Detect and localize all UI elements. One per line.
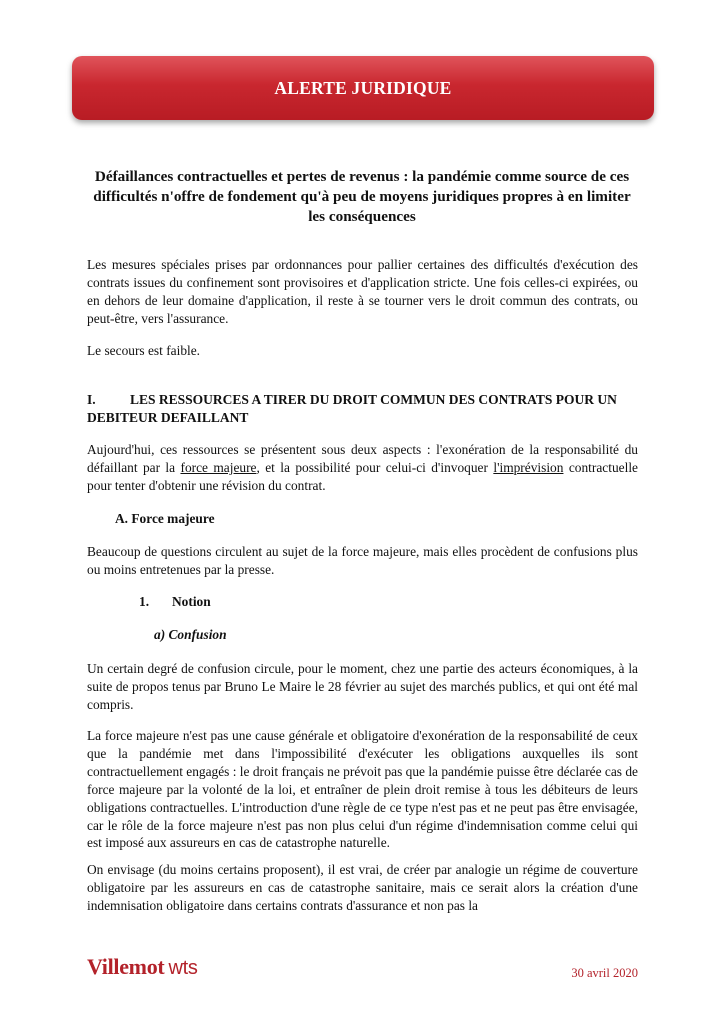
document-date: 30 avril 2020 <box>571 966 638 980</box>
notion-title: Notion <box>172 594 211 609</box>
alert-banner <box>72 56 654 120</box>
section-number: I. <box>87 392 96 407</box>
logo-sub-text: wts <box>168 957 198 979</box>
logo-main-text: Villemot <box>87 954 165 979</box>
section-title: LES RESSOURCES A TIRER DU DROIT COMMUN DES CONTRATS POUR UN DEBITEUR DEFAILLANT <box>87 392 617 425</box>
imprevision-link[interactable]: l'imprévision <box>493 459 564 475</box>
secours-paragraph: Le secours est faible. <box>87 343 201 358</box>
section-intro-part2: , et la possibilité pour celui-ci d'invoquer <box>256 459 494 475</box>
confusion-heading: a) Confusion <box>154 627 227 642</box>
notion-heading <box>139 594 211 610</box>
notion-number: 1. <box>139 594 150 609</box>
confusion-paragraph-1: Un certain degré de confusion circule, pour le moment, chez une partie des acteurs économiques, à la suite de propos tenus par Bruno Le Maire le 28 février au sujet des marchés publics, et qui ont été mal compris. <box>87 661 638 712</box>
force-majeure-paragraph: Beaucoup de questions circulent au sujet de la force majeure, mais elles procèdent de confusions plus ou moins entretenues par la presse. <box>87 544 638 577</box>
confusion-paragraph-3: On envisage (du moins certains proposent), il est vrai, de créer par analogie un régime de couverture obligatoire par les assureurs en cas de catastrophe sanitaire, mais ce serait alors la création d'une indemnisation obligatoire dans certains contrats d'assurance et non pas la <box>87 862 638 913</box>
section-intro-part1: Aujourd'hui, ces ressources se présentent sous deux aspects : l'exonération de la responsabilité du défaillant par la <box>87 442 638 475</box>
confusion-paragraph-2: La force majeure n'est pas une cause générale et obligatoire d'exonération de la responsabilité de ceux que la pandémie met dans l'impossibilité d'exécuter les obligations auxquelles ils sont contractuellement engagés : le droit français ne prévoit pas que la pandémie puisse être déclarée cas de force majeure par la volonté de la loi, et entraîner de plein droit remise à tous les débiteurs de leurs obligations contractuelles. L'introduction d'une règle de ce type n'est pas et ne peut pas être envisagée, car le rôle de la force majeure n'est pas non plus celui d'un régime d'indemnisation comme celui qui est imposé aux assureurs en cas de catastrophe naturelle. <box>87 728 638 851</box>
banner-title: ALERTE JURIDIQUE <box>274 77 452 98</box>
brand-logo <box>87 954 198 980</box>
section-intro-paragraph <box>87 441 638 495</box>
section-heading <box>87 391 638 427</box>
force-majeure-link[interactable]: force majeure <box>180 459 257 475</box>
section-intro-part3: contractuelle pour tenter d'obtenir une révision du contrat. <box>87 459 638 493</box>
subsection-heading: A. Force majeure <box>115 511 215 526</box>
document-title: Défaillances contractuelles et pertes de revenus : la pandémie comme source de ces difficultés n'offre de fondement qu'à peu de moyens juridiques propres à en limiter les conséquences <box>93 168 631 225</box>
intro-paragraph: Les mesures spéciales prises par ordonnances pour pallier certaines des difficultés d'exécution des contrats issues du confinement sont provisoires et d'application stricte. Une fois celles-ci expirées, ou en dehors de leur domaine d'application, il reste à se tourner vers le droit commun des contrats, ou peut-être, vers l'assurance. <box>87 257 638 326</box>
